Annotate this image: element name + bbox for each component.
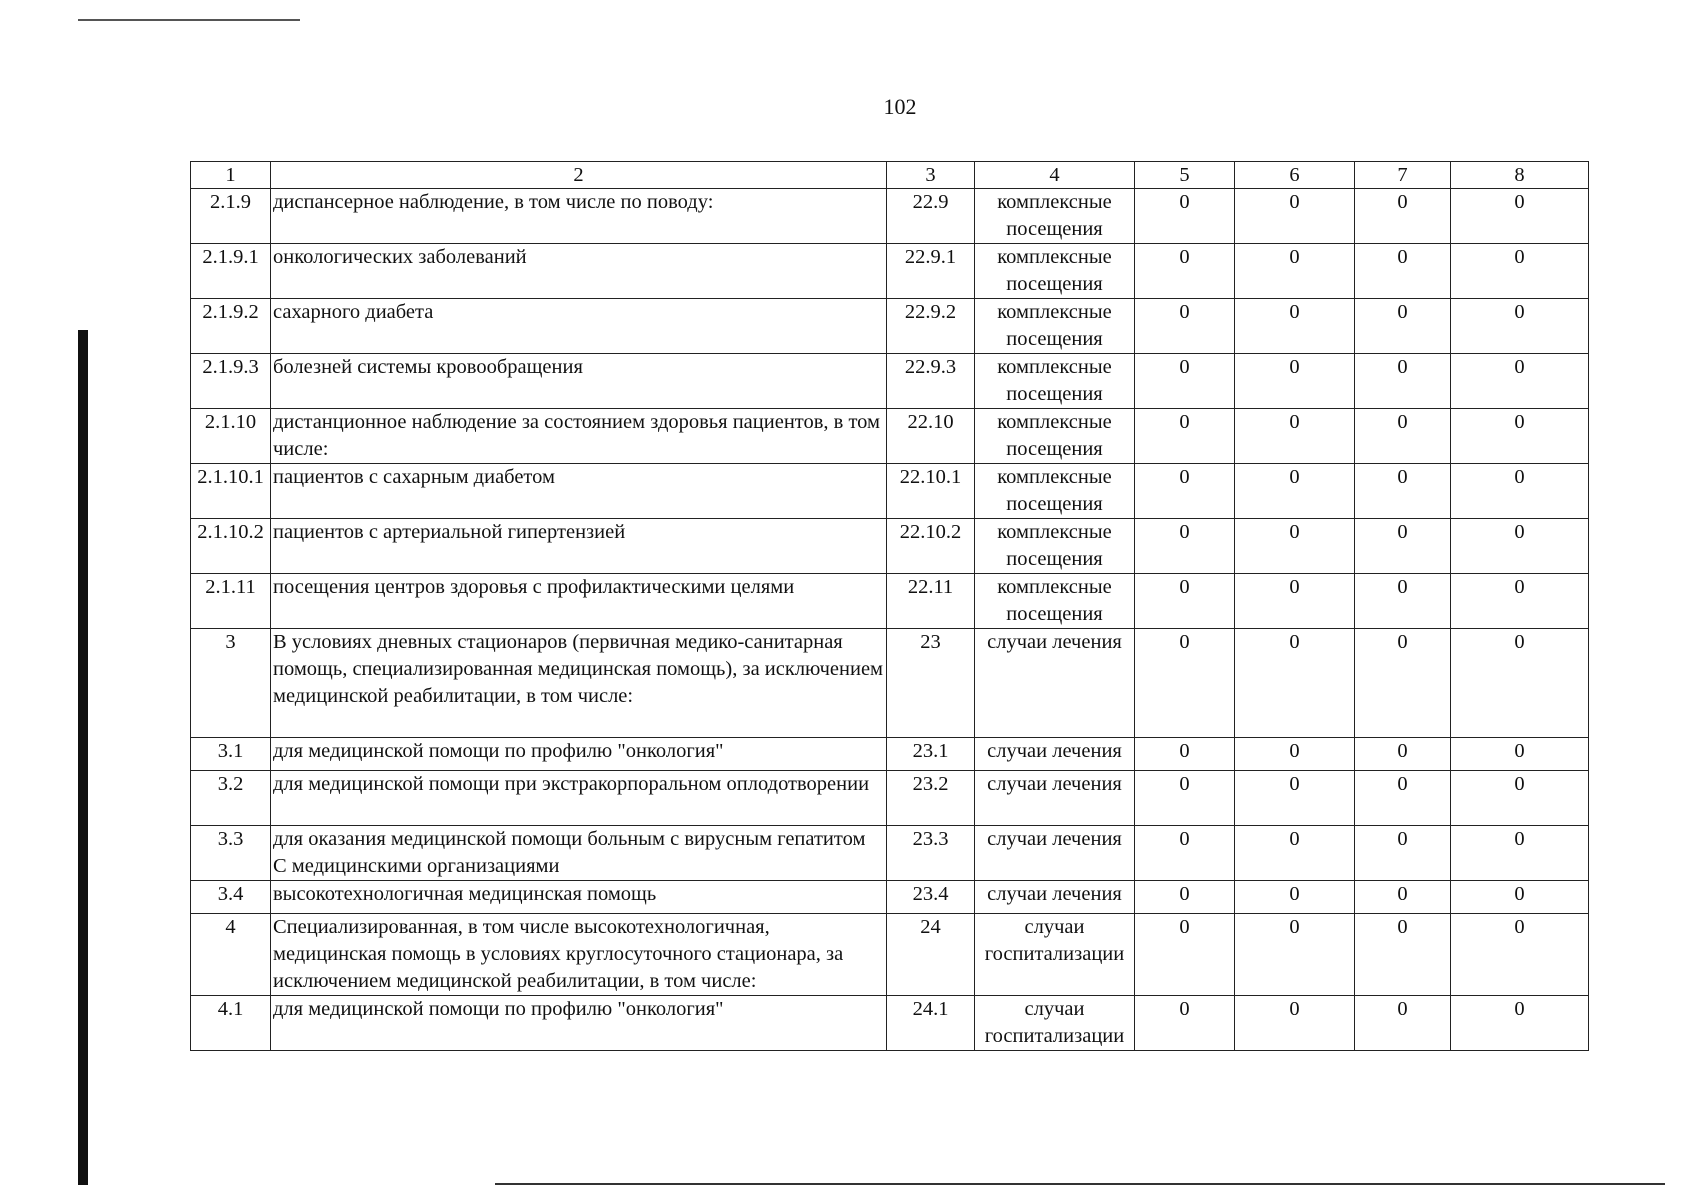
table-row <box>191 189 1589 244</box>
row-unit-cell: комплексные посещения <box>975 299 1135 354</box>
row-value-col8-cell: 0 <box>1451 996 1589 1051</box>
row-number-cell: 2.1.10 <box>191 409 271 464</box>
table-row <box>191 881 1589 914</box>
row-code-cell: 23.3 <box>887 826 975 881</box>
row-number-cell: 4.1 <box>191 996 271 1051</box>
header-cell-1: 1 <box>191 162 271 189</box>
row-value-col6-cell: 0 <box>1235 629 1355 738</box>
row-value-col6-cell: 0 <box>1235 826 1355 881</box>
table-row <box>191 914 1589 996</box>
row-unit-cell: комплексные посещения <box>975 354 1135 409</box>
page-number: 102 <box>883 94 917 119</box>
row-value-col7-cell: 0 <box>1355 244 1451 299</box>
row-value-col8-cell: 0 <box>1451 914 1589 996</box>
table-row <box>191 574 1589 629</box>
header-cell-4: 4 <box>975 162 1135 189</box>
row-value-col8-cell: 0 <box>1451 738 1589 771</box>
header-cell-2: 2 <box>271 162 887 189</box>
table-row <box>191 299 1589 354</box>
row-value-col8-cell: 0 <box>1451 881 1589 914</box>
row-unit-cell: случаи лечения <box>975 771 1135 826</box>
row-name-cell: В условиях дневных стационаров (первичная медико-санитарная помощь, специализированная медицинская помощь), за исключением медицинской реабилитации, в том числе: <box>271 629 887 738</box>
row-name-cell: болезней системы кровообращения <box>271 354 887 409</box>
row-name-cell: высокотехнологичная медицинская помощь <box>271 881 887 914</box>
data-table <box>190 161 1589 1051</box>
row-value-col8-cell: 0 <box>1451 464 1589 519</box>
row-name-cell: сахарного диабета <box>271 299 887 354</box>
row-code-cell: 22.9 <box>887 189 975 244</box>
row-name-cell: для медицинской помощи при экстракорпоральном оплодотворении <box>271 771 887 826</box>
row-code-cell: 23.4 <box>887 881 975 914</box>
table-header-row <box>191 162 1589 189</box>
row-value-col7-cell: 0 <box>1355 771 1451 826</box>
row-value-col8-cell: 0 <box>1451 519 1589 574</box>
row-value-col8-cell: 0 <box>1451 826 1589 881</box>
table-row <box>191 409 1589 464</box>
row-number-cell: 3.4 <box>191 881 271 914</box>
row-value-col6-cell: 0 <box>1235 519 1355 574</box>
row-number-cell: 2.1.9.2 <box>191 299 271 354</box>
row-value-col7-cell: 0 <box>1355 826 1451 881</box>
row-value-col7-cell: 0 <box>1355 996 1451 1051</box>
row-value-col8-cell: 0 <box>1451 244 1589 299</box>
table-row <box>191 771 1589 826</box>
row-value-col6-cell: 0 <box>1235 244 1355 299</box>
row-value-col5-cell: 0 <box>1135 738 1235 771</box>
header-cell-5: 5 <box>1135 162 1235 189</box>
table-row <box>191 738 1589 771</box>
row-number-cell: 2.1.9 <box>191 189 271 244</box>
row-value-col8-cell: 0 <box>1451 299 1589 354</box>
table-row <box>191 354 1589 409</box>
row-value-col6-cell: 0 <box>1235 771 1355 826</box>
row-name-cell: для медицинской помощи по профилю "онкология" <box>271 738 887 771</box>
row-value-col5-cell: 0 <box>1135 826 1235 881</box>
row-name-cell: для медицинской помощи по профилю "онкология" <box>271 996 887 1051</box>
row-number-cell: 4 <box>191 914 271 996</box>
table-body <box>191 162 1589 1051</box>
row-unit-cell: случаи госпитализации <box>975 914 1135 996</box>
row-code-cell: 22.10 <box>887 409 975 464</box>
row-value-col7-cell: 0 <box>1355 299 1451 354</box>
row-value-col6-cell: 0 <box>1235 299 1355 354</box>
row-value-col6-cell: 0 <box>1235 738 1355 771</box>
table-row <box>191 464 1589 519</box>
row-value-col5-cell: 0 <box>1135 771 1235 826</box>
table-row <box>191 826 1589 881</box>
row-name-cell: пациентов с артериальной гипертензией <box>271 519 887 574</box>
row-number-cell: 3.2 <box>191 771 271 826</box>
row-name-cell: пациентов с сахарным диабетом <box>271 464 887 519</box>
row-code-cell: 22.10.2 <box>887 519 975 574</box>
row-value-col8-cell: 0 <box>1451 771 1589 826</box>
row-name-cell: дистанционное наблюдение за состоянием здоровья пациентов, в том числе: <box>271 409 887 464</box>
row-value-col5-cell: 0 <box>1135 409 1235 464</box>
row-code-cell: 23 <box>887 629 975 738</box>
row-unit-cell: комплексные посещения <box>975 244 1135 299</box>
row-number-cell: 3 <box>191 629 271 738</box>
scan-edge-line-top <box>78 19 300 21</box>
row-code-cell: 23.2 <box>887 771 975 826</box>
row-code-cell: 22.11 <box>887 574 975 629</box>
row-value-col8-cell: 0 <box>1451 409 1589 464</box>
row-value-col7-cell: 0 <box>1355 738 1451 771</box>
row-value-col6-cell: 0 <box>1235 881 1355 914</box>
row-code-cell: 22.10.1 <box>887 464 975 519</box>
row-unit-cell: случаи лечения <box>975 738 1135 771</box>
row-name-cell: посещения центров здоровья с профилактическими целями <box>271 574 887 629</box>
row-number-cell: 2.1.10.1 <box>191 464 271 519</box>
row-value-col5-cell: 0 <box>1135 299 1235 354</box>
row-value-col6-cell: 0 <box>1235 409 1355 464</box>
row-code-cell: 22.9.1 <box>887 244 975 299</box>
row-name-cell: диспансерное наблюдение, в том числе по поводу: <box>271 189 887 244</box>
row-value-col8-cell: 0 <box>1451 629 1589 738</box>
header-cell-3: 3 <box>887 162 975 189</box>
row-value-col5-cell: 0 <box>1135 574 1235 629</box>
row-number-cell: 2.1.9.1 <box>191 244 271 299</box>
header-cell-8: 8 <box>1451 162 1589 189</box>
row-number-cell: 2.1.9.3 <box>191 354 271 409</box>
row-value-col5-cell: 0 <box>1135 189 1235 244</box>
row-value-col7-cell: 0 <box>1355 629 1451 738</box>
row-unit-cell: комплексные посещения <box>975 574 1135 629</box>
row-code-cell: 24 <box>887 914 975 996</box>
row-name-cell: для оказания медицинской помощи больным с вирусным гепатитом С медицинскими организациями <box>271 826 887 881</box>
row-value-col6-cell: 0 <box>1235 996 1355 1051</box>
row-value-col7-cell: 0 <box>1355 464 1451 519</box>
row-value-col6-cell: 0 <box>1235 464 1355 519</box>
row-value-col5-cell: 0 <box>1135 881 1235 914</box>
row-code-cell: 23.1 <box>887 738 975 771</box>
row-unit-cell: комплексные посещения <box>975 464 1135 519</box>
row-unit-cell: комплексные посещения <box>975 519 1135 574</box>
row-number-cell: 3.1 <box>191 738 271 771</box>
row-value-col5-cell: 0 <box>1135 464 1235 519</box>
row-value-col6-cell: 0 <box>1235 354 1355 409</box>
row-value-col5-cell: 0 <box>1135 996 1235 1051</box>
row-value-col5-cell: 0 <box>1135 354 1235 409</box>
row-name-cell: онкологических заболеваний <box>271 244 887 299</box>
row-number-cell: 2.1.11 <box>191 574 271 629</box>
table-row <box>191 244 1589 299</box>
row-value-col6-cell: 0 <box>1235 574 1355 629</box>
row-value-col5-cell: 0 <box>1135 914 1235 996</box>
row-code-cell: 22.9.3 <box>887 354 975 409</box>
row-value-col5-cell: 0 <box>1135 629 1235 738</box>
scan-edge-line-bottom <box>495 1183 1665 1185</box>
row-unit-cell: комплексные посещения <box>975 189 1135 244</box>
scan-edge-bar-left <box>78 330 88 1185</box>
row-number-cell: 2.1.10.2 <box>191 519 271 574</box>
row-unit-cell: комплексные посещения <box>975 409 1135 464</box>
row-value-col7-cell: 0 <box>1355 574 1451 629</box>
row-value-col7-cell: 0 <box>1355 519 1451 574</box>
row-code-cell: 22.9.2 <box>887 299 975 354</box>
row-value-col8-cell: 0 <box>1451 189 1589 244</box>
table-row <box>191 629 1589 738</box>
row-value-col7-cell: 0 <box>1355 189 1451 244</box>
row-unit-cell: случаи лечения <box>975 629 1135 738</box>
table-row <box>191 996 1589 1051</box>
row-number-cell: 3.3 <box>191 826 271 881</box>
row-unit-cell: случаи лечения <box>975 881 1135 914</box>
row-value-col8-cell: 0 <box>1451 574 1589 629</box>
row-value-col6-cell: 0 <box>1235 914 1355 996</box>
header-cell-6: 6 <box>1235 162 1355 189</box>
row-code-cell: 24.1 <box>887 996 975 1051</box>
header-cell-7: 7 <box>1355 162 1451 189</box>
row-name-cell: Специализированная, в том числе высокотехнологичная, медицинская помощь в условиях круглосуточного стационара, за исключением медицинской реабилитации, в том числе: <box>271 914 887 996</box>
row-value-col5-cell: 0 <box>1135 244 1235 299</box>
row-value-col5-cell: 0 <box>1135 519 1235 574</box>
row-value-col7-cell: 0 <box>1355 914 1451 996</box>
row-value-col7-cell: 0 <box>1355 881 1451 914</box>
row-value-col7-cell: 0 <box>1355 354 1451 409</box>
row-unit-cell: случаи лечения <box>975 826 1135 881</box>
row-value-col6-cell: 0 <box>1235 189 1355 244</box>
row-value-col7-cell: 0 <box>1355 409 1451 464</box>
row-unit-cell: случаи госпитализации <box>975 996 1135 1051</box>
row-value-col8-cell: 0 <box>1451 354 1589 409</box>
table-row <box>191 519 1589 574</box>
